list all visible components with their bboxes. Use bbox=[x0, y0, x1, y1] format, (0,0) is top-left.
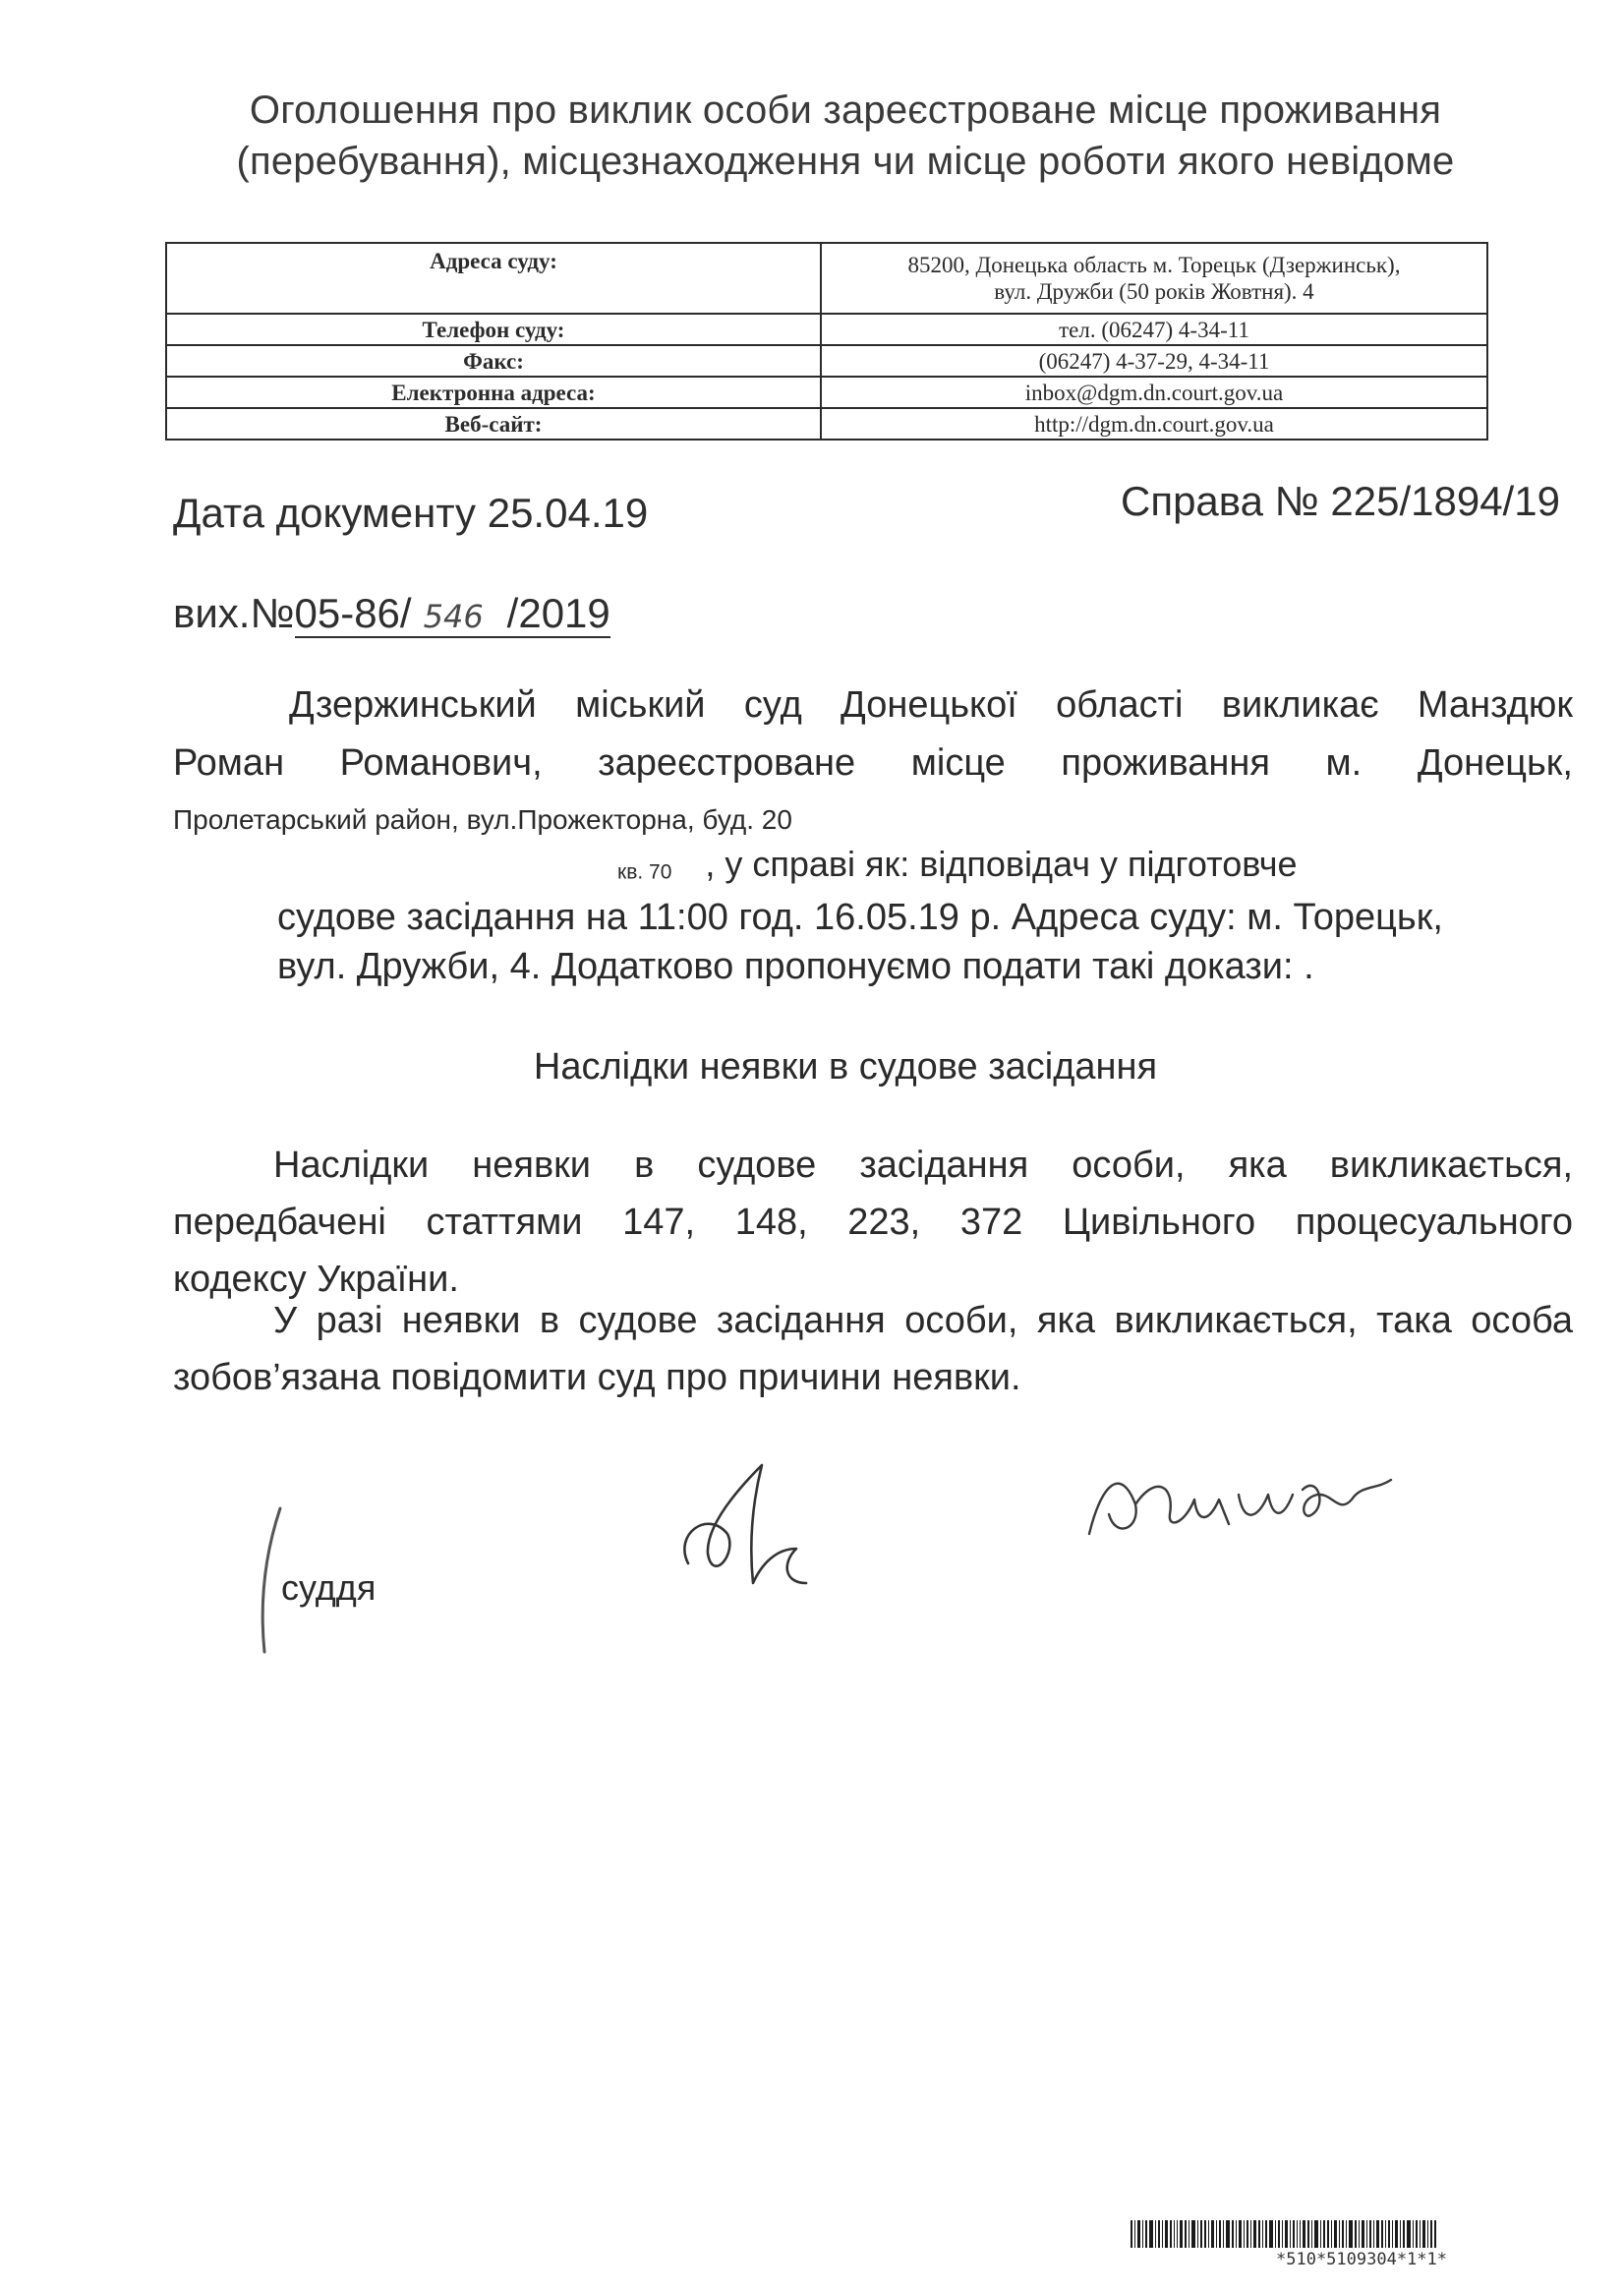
summons-line-6: вул. Дружби, 4. Додатково пропонуємо подати такі докази: . bbox=[277, 946, 1314, 987]
summons-line-3: Пролетарський район, вул.Прожекторна, буд. 20 bbox=[173, 804, 792, 835]
outgoing-prefix: вих.№ bbox=[173, 590, 295, 636]
consequences-heading: Наслідки неявки в судове засідання bbox=[533, 1046, 1158, 1088]
court-phone-row bbox=[166, 314, 1487, 345]
court-email-row bbox=[166, 377, 1487, 408]
court-fax-label: Факс: bbox=[166, 345, 821, 377]
consequences-p1-line-2: передбачені статтями 147, 148, 223, 372 Цивільного процесуального bbox=[173, 1202, 1573, 1243]
summons-line-1: Дзержинський міський суд Донецької області викликає Манздюк bbox=[289, 684, 1573, 726]
court-address-label: Адреса суду: bbox=[166, 243, 821, 314]
court-address-line-2: вул. Дружби (50 років Жовтня). 4 bbox=[994, 279, 1314, 304]
apartment-number: кв. 70 bbox=[617, 860, 672, 884]
summons-line-5: судове засідання на 11:00 год. 16.05.19 р. Адреса суду: м. Торецьк, bbox=[277, 897, 1443, 938]
outgoing-number-field bbox=[295, 590, 610, 638]
consequences-p2-line-1: У разі неявки в судове засідання особи, яка викликається, така особа bbox=[273, 1300, 1573, 1341]
court-address-value bbox=[821, 243, 1487, 314]
outgoing-number-handwritten: 546 bbox=[423, 598, 484, 635]
consequences-p2-line-2: зобов’язана повідомити суд про причини неявки. bbox=[173, 1357, 1021, 1398]
outgoing-number-suffix: /2019 bbox=[506, 590, 610, 636]
summons-line-4-text: , у справі як: відповідач у підготовче bbox=[705, 844, 1298, 884]
barcode-text: *510*5109304*1*1* bbox=[1276, 2250, 1447, 2269]
judge-label: суддя bbox=[281, 1567, 377, 1608]
document-date: Дата документу 25.04.19 bbox=[173, 490, 649, 536]
court-address-row bbox=[166, 243, 1487, 314]
judge-signature-mark bbox=[668, 1455, 836, 1613]
summons-line-4 bbox=[617, 844, 1298, 885]
court-phone-label: Телефон суду: bbox=[166, 314, 821, 345]
court-website-value: http://dgm.dn.court.gov.ua bbox=[821, 408, 1487, 440]
court-fax-row bbox=[166, 345, 1487, 377]
case-number: Справа № 225/1894/19 bbox=[1121, 478, 1560, 524]
court-email-label: Електронна адреса: bbox=[166, 377, 821, 408]
court-website-label: Веб-сайт: bbox=[166, 408, 821, 440]
clerk-signature-mark bbox=[1081, 1445, 1406, 1563]
court-info-table bbox=[165, 242, 1488, 441]
outgoing-number-printed: 05-86/ bbox=[294, 590, 412, 636]
consequences-p1-line-3: кодексу України. bbox=[173, 1259, 459, 1300]
court-website-row bbox=[166, 408, 1487, 440]
title-line-1: Оголошення про виклик особи зареєстроване місце проживання bbox=[249, 88, 1442, 132]
page-title bbox=[177, 85, 1514, 187]
court-fax-value: (06247) 4-37-29, 4-34-11 bbox=[821, 345, 1487, 377]
court-email-value: inbox@dgm.dn.court.gov.ua bbox=[821, 377, 1487, 408]
court-phone-value: тел. (06247) 4-34-11 bbox=[821, 314, 1487, 345]
court-address-line-1: 85200, Донецька область м. Торецьк (Дзержинськ), bbox=[907, 253, 1401, 277]
barcode-bars bbox=[1131, 2220, 1593, 2248]
summons-line-2: Роман Романович, зареєстроване місце проживання м. Донецьк, bbox=[173, 742, 1573, 784]
barcode bbox=[1131, 2220, 1593, 2269]
outgoing-number bbox=[173, 590, 610, 637]
consequences-p1-line-1: Наслідки неявки в судове засідання особи, яка викликається, bbox=[273, 1145, 1573, 1186]
title-line-2: (перебування), місцезнаходження чи місце роботи якого невідоме bbox=[236, 140, 1455, 183]
